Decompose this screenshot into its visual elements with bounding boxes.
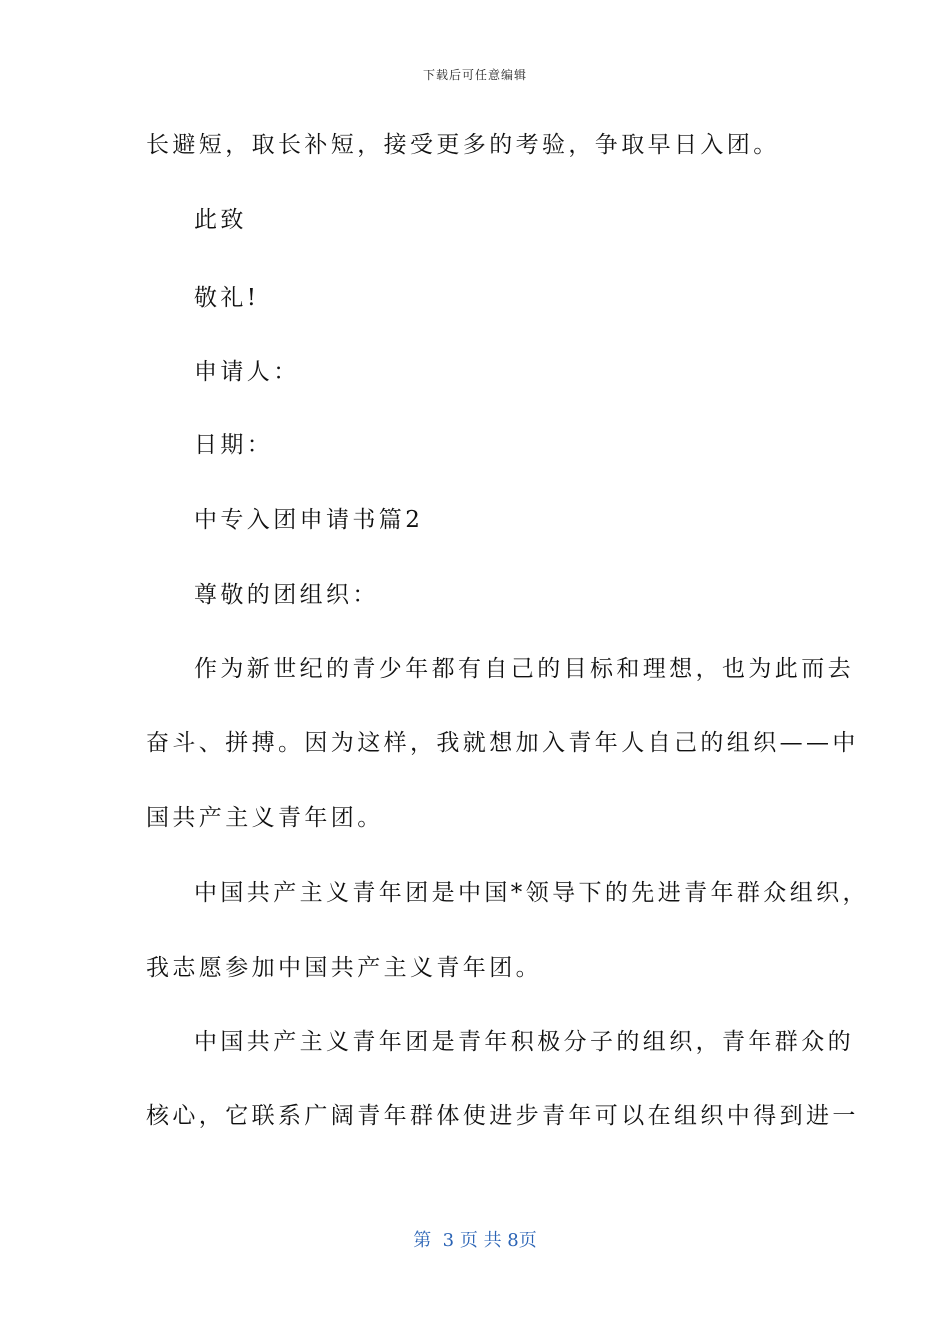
page-number-footer: 第 3 页 共 8页 [413, 1230, 537, 1251]
paragraph-line: 中国共产主义青年团是中国*领导下的先进青年群众组织， [194, 880, 869, 906]
paragraph-line: 我志愿参加中国共产主义青年团。 [146, 955, 542, 981]
greeting: 尊敬的团组织： [194, 582, 379, 608]
paragraph-line: 核心，它联系广阔青年群体使进步青年可以在组织中得到进一 [146, 1103, 859, 1129]
paragraph-line: 奋斗、拼搏。因为这样，我就想加入青年人自己的组织——中 [146, 730, 859, 756]
section-title: 中专入团申请书篇2 [194, 507, 424, 533]
date-label: 日期： [194, 432, 274, 458]
closing-salutation: 此致 [194, 207, 247, 233]
applicant-label: 申请人： [194, 359, 300, 385]
paragraph-line: 作为新世纪的青少年都有自己的目标和理想，也为此而去 [194, 656, 854, 682]
paragraph-line: 国共产主义青年团。 [146, 805, 384, 831]
closing-regards: 敬礼! [194, 285, 260, 311]
page-header: 下载后可任意编辑 [422, 68, 527, 82]
paragraph-line: 长避短，取长补短，接受更多的考验，争取早日入团。 [146, 132, 780, 158]
paragraph-line: 中国共产主义青年团是青年积极分子的组织，青年群众的 [194, 1029, 854, 1055]
